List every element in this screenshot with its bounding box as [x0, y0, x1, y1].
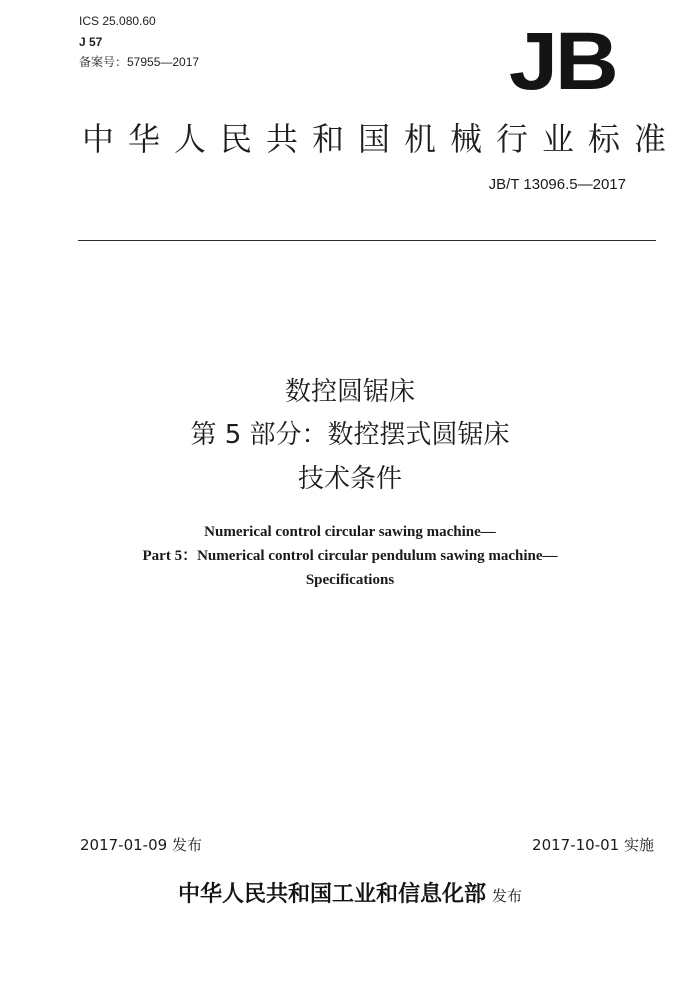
title-en-line-1: Numerical control circular sawing machine— — [204, 524, 496, 540]
title-en-line-3: Specifications — [305, 572, 395, 588]
ics-code: ICS 25.080.60 — [79, 14, 156, 28]
title-cn-line-1: 数控圆锯床 — [284, 377, 415, 407]
issuer-name: 中华人民共和国工业和信息化部 — [177, 882, 486, 907]
implementation-date: 2017-10-01 实施 — [532, 836, 654, 854]
issuer-suffix: 发布 — [492, 887, 523, 905]
issuing-authority — [0, 880, 700, 911]
standard-type-title: 中华人民共和国机械行业标准 — [82, 120, 681, 158]
record-number: 备案号：57955—2017 — [79, 55, 200, 69]
standard-number: JB/T 13096.5—2017 — [488, 176, 626, 193]
title-cn-line-3: 技术条件 — [297, 464, 402, 494]
header-divider — [78, 240, 656, 241]
jb-logo: JB — [508, 16, 616, 107]
title-cn-line-2: 第 5 部分：数控摆式圆锯床 — [190, 420, 510, 450]
issue-date: 2017-01-09 发布 — [80, 836, 202, 854]
classification-code: J 57 — [79, 35, 103, 49]
title-en-line-2: Part 5：Numerical control circular pendulum sawing machine— — [142, 548, 558, 564]
